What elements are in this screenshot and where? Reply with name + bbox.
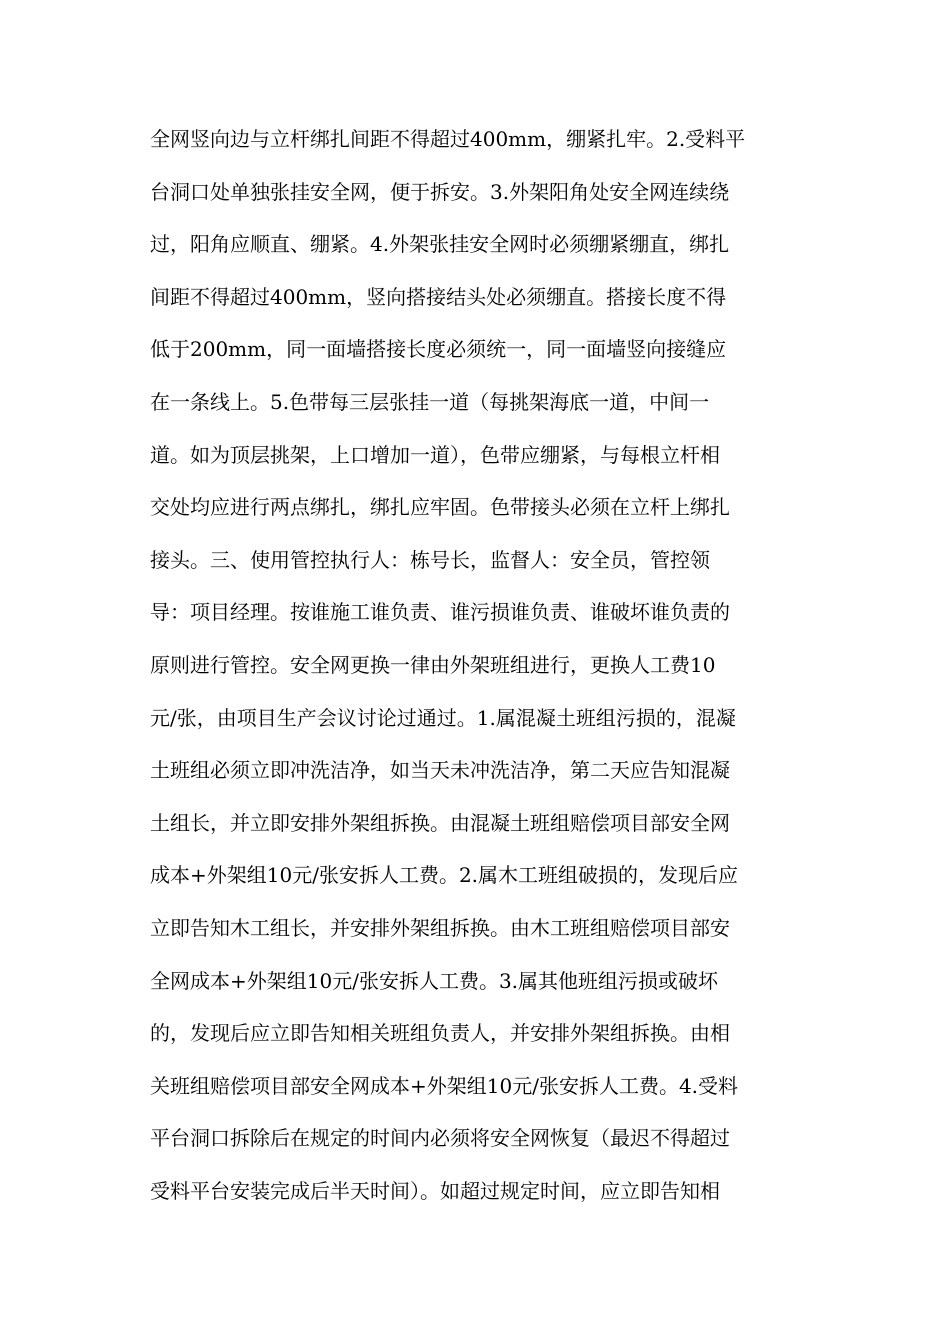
text-line: 间距不得超过400mm，竖向搭接结头处必须绷直。搭接长度不得	[150, 284, 727, 309]
text-line: 土组长，并立即安排外架组拆换。由混凝土班组赔偿项目部安全网	[150, 810, 730, 835]
text-line: 全网成本+外架组10元/张安拆人工费。3.属其他班组污损或破坏	[150, 968, 719, 993]
text-line: 全网竖向边与立杆绑扎间距不得超过400mm，绷紧扎牢。2.受料平	[150, 127, 746, 151]
text-line: 成本+外架组10元/张安拆人工费。2.属木工班组破损的，发现后应	[150, 863, 739, 888]
text-line: 平台洞口拆除后在规定的时间内必须将安全网恢复（最迟不得超过	[150, 1126, 730, 1151]
text-line: 土班组必须立即冲洗洁净，如当天未冲洗洁净，第二天应告知混凝	[150, 758, 730, 783]
text-line: 原则进行管控。安全网更换一律由外架班组进行，更换人工费10	[150, 652, 716, 677]
document-body	[150, 116, 810, 1220]
text-line: 低于200mm，同一面墙搭接长度必须统一，同一面墙竖向接缝应	[150, 337, 727, 362]
text-line: 导：项目经理。按谁施工谁负责、谁污损谁负责、谁破坏谁负责的	[150, 600, 730, 625]
text-line: 交处均应进行两点绑扎，绑扎应牢固。色带接头必须在立杆上绑扎	[150, 495, 730, 520]
text-line: 关班组赔偿项目部安全网成本+外架组10元/张安拆人工费。4.受料	[150, 1073, 739, 1098]
text-line: 的，发现后应立即告知相关班组负责人，并安排外架组拆换。由相	[150, 1021, 730, 1046]
text-line: 接头。三、使用管控执行人：栋号长，监督人：安全员，管控领	[150, 547, 710, 572]
text-line: 立即告知木工组长，并安排外架组拆换。由木工班组赔偿项目部安	[150, 915, 730, 940]
text-line: 台洞口处单独张挂安全网，便于拆安。3.外架阳角处安全网连续绕	[150, 179, 730, 204]
text-line: 在一条线上。5.色带每三层张挂一道（每挑架海底一道，中间一	[150, 389, 710, 414]
text-line: 受料平台安装完成后半天时间）。如超过规定时间，应立即告知相	[150, 1178, 720, 1203]
text-line: 道。如为顶层挑架，上口增加一道），色带应绷紧，与每根立杆相	[150, 442, 720, 467]
text-line: 元/张，由项目生产会议讨论过通过。1.属混凝土班组污损的，混凝	[150, 705, 736, 730]
text-line: 过，阳角应顺直、绷紧。4.外架张挂安全网时必须绷紧绷直，绑扎	[150, 232, 730, 257]
